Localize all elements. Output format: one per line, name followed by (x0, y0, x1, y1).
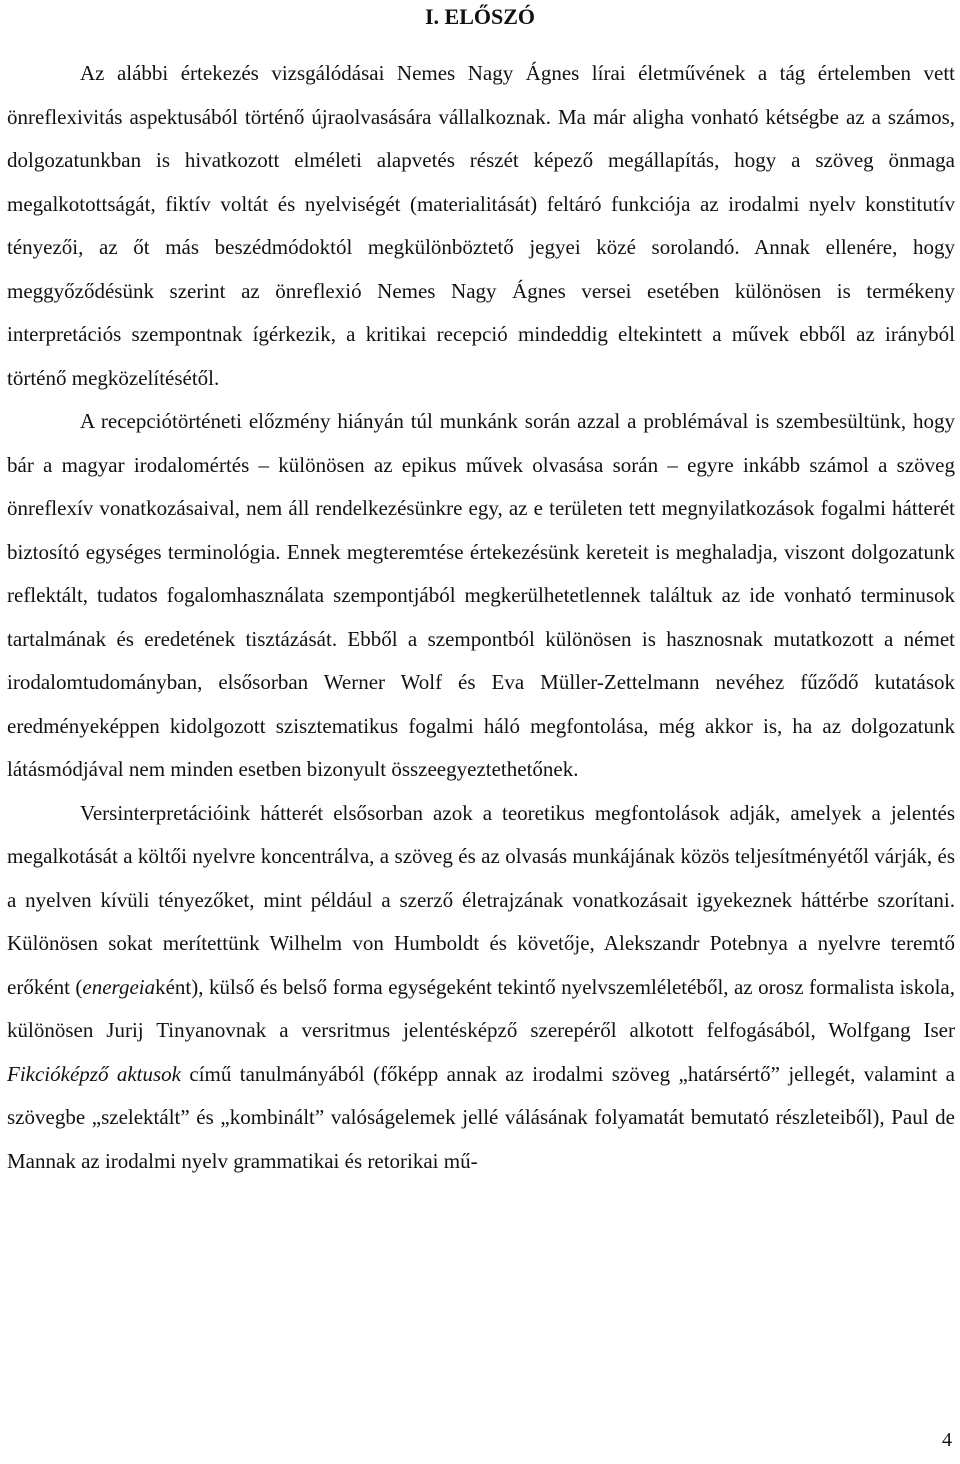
paragraph-1-text: Az alábbi értekezés vizsgálódásai Nemes Nagy Ágnes lírai életművének a tág értelemben vett önreflexivitás aspektusából történő újraolvasására vállalkoznak. Ma már aligha vonható kétségbe az a számos, dolgozatunkban is hivatkozott elméleti alapvetés részét képező megállapítás, hogy a szöveg önmaga megalkotottságát, fiktív voltát és nyelviségét (materialitását) feltáró funkciója az irodalmi nyelv konstitutív tényezői, az őt más beszédmódoktól megkülönböztető jegyei közé sorolandó. Annak ellenére, hogy meggyőződésünk szerint az önreflexió Nemes Nagy Ágnes versei esetében különösen is termékeny interpretációs szempontnak ígérkezik, a kritikai recepció mindeddig eltekintett a művek ebből az irányból történő megközelítésétől. (7, 61, 955, 390)
body-text (7, 52, 955, 1183)
paragraph-2-text: A recepciótörténeti előzmény hiányán túl munkánk során azzal a problémával is szembesültünk, hogy bár a magyar irodalomértés – különösen az epikus művek olvasása során – egyre inkább számol a szöveg önreflexív vonatkozásaival, nem áll rendelkezésünkre egy, az e területen tett megnyilatkozások fogalmi hátterét biztosító egységes terminológia. Ennek megteremtése értekezésünk kereteit is meghaladja, viszont dolgozatunk reflektált, tudatos fogalomhasználata szempontjából megkerülhetetlennek találtuk az ide vonható terminusok tartalmának és eredetének tisztázását. Ebből a szempontból különösen is hasznosnak mutatkozott a német irodalomtudományban, elsősorban Werner Wolf és Eva Müller-Zettelmann nevéhez fűződő kutatások eredményeképpen kidolgozott szisztematikus fogalmi háló megfontolása, még akkor is, ha az dolgozatunk látásmódjával nem minden esetben bizonyult összeegyeztethetőnek. (7, 409, 955, 781)
paragraph-1 (7, 52, 955, 400)
chapter-heading: I. ELŐSZÓ (424, 4, 536, 29)
paragraph-3 (7, 792, 955, 1184)
italic-term: energeia (82, 974, 156, 999)
page-number: 4 (942, 1429, 952, 1451)
paragraph-3-text: Versinterpretációink hátterét elsősorban azok a teoretikus megfontolások adják, amelyek a jelentés megalkotását a költői nyelvre koncentrálva, a szöveg és az olvasás munkájának közös teljesítményétől várják, és a nyelven kívüli tényezőket, mint például a szerző életrajzának vonatkozásait igyekeznek háttérbe szorítani. Különösen sokat merítettünk Wilhelm von Humboldt és követője, Alekszandr Potebnya a nyelvre teremtő erőként ( (7, 800, 955, 999)
paragraph-2 (7, 400, 955, 792)
paragraph-3-text: ként), külső és belső forma egységeként tekintő nyelvszemléletéből, az orosz formalista iskola, különösen Jurij Tinyanovnak a versritmus jelentésképző szerepéről alkotott felfogásából, Wolfgang Iser (7, 974, 955, 1042)
paragraph-3-text: című tanulmányából (főképp annak az irodalmi szöveg „határsértő” jellegét, valamint a szövegbe „szelektált” és „kombinált” valóságelemek jellé válásának folyamatát bemutató részleteiből), Paul de Mannak az irodalmi nyelv grammatikai és retorikai mű- (7, 1061, 955, 1173)
italic-title: Fikcióképző aktusok (7, 1061, 181, 1086)
